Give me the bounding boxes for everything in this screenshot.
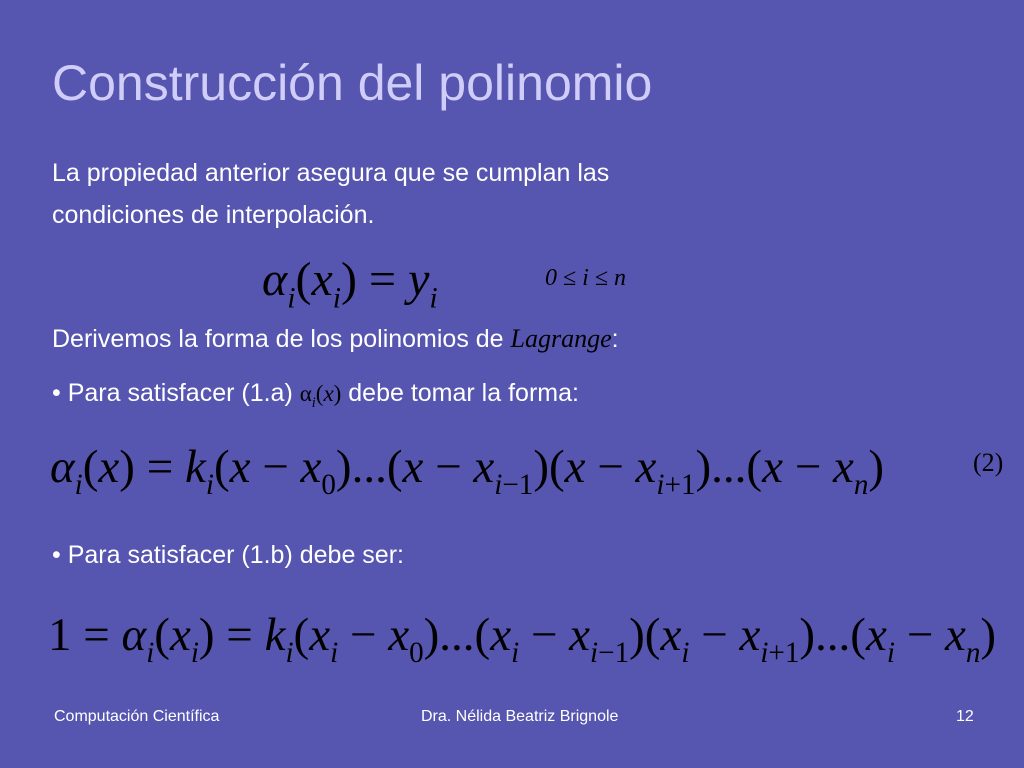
equation-number: (2): [973, 448, 1004, 477]
alpha-i-of-x-inline: $\alpha_i(x)$: [299, 381, 342, 411]
lagrange-paragraph: [52, 320, 619, 358]
interpolation-condition-equation: $\alpha_i(x_i) = y_i$: [262, 253, 438, 315]
paragraph-line-1: La propiedad anterior asegura que se cumplan las: [52, 159, 610, 187]
lagrange-text: Derivemos la forma de los polinomios de: [52, 325, 511, 353]
normalization-equation: $1 = \alpha_i(x_i) = k_i(x_i - x_0)...(x_i - x_{i-1})(x_i - x_{i+1})...(x_i - x_n)$: [48, 609, 997, 670]
lagrange-italic: Lagrange: [510, 324, 612, 353]
lagrange-colon: :: [611, 325, 619, 353]
bullet-1a: [52, 374, 579, 413]
bullet-1b: • Para satisfacer (1.b) debe ser:: [52, 541, 404, 569]
slide-title: Construcción del polinomio: [52, 55, 653, 111]
bullet-1a-text: • Para satisfacer (1.a): [52, 379, 300, 407]
index-range-condition: 0 ≤ i ≤ n: [545, 265, 627, 291]
lagrange-form-equation: $\alpha_i(x) = k_i(x - x_0)...(x - x_{i-1})(x - x_{i+1})...(x - x_n)$: [50, 441, 885, 502]
slide-number: 12: [956, 708, 974, 725]
paragraph-line-2: condiciones de interpolación.: [52, 201, 375, 229]
bullet-1a-text-end: debe tomar la forma:: [341, 379, 579, 407]
footer-course: Computación Científica: [54, 708, 220, 725]
footer-author: Dra. Nélida Beatriz Brignole: [421, 708, 619, 725]
